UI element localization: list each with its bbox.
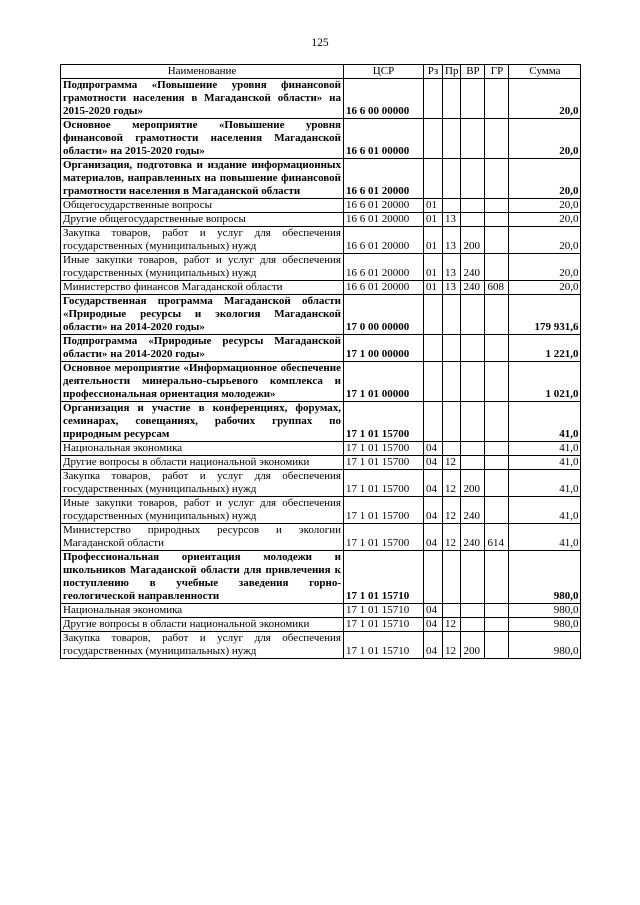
cell-name: Профессиональная ориентация молодежи и школьников Магаданской области для привлечения к поступлению в учебные заведения горно-геологической направленности — [61, 551, 344, 604]
table-row — [61, 159, 581, 199]
cell-csr: 16 6 00 00000 — [344, 79, 424, 119]
cell-rz — [424, 159, 443, 199]
cell-csr: 17 1 01 15700 — [344, 524, 424, 551]
cell-pr — [443, 295, 461, 335]
cell-gr — [485, 254, 509, 281]
cell-gr — [485, 295, 509, 335]
cell-vr — [461, 119, 485, 159]
cell-name: Организация, подготовка и издание информационных материалов, направленных на повышение финансовой грамотности населения в Магаданской области — [61, 159, 344, 199]
header-gr: ГР — [485, 65, 509, 79]
cell-vr — [461, 335, 485, 362]
cell-vr: 200 — [461, 227, 485, 254]
cell-pr: 12 — [443, 470, 461, 497]
cell-vr — [461, 199, 485, 213]
cell-name: Закупка товаров, работ и услуг для обеспечения государственных (муниципальных) нужд — [61, 470, 344, 497]
header-pr: Пр — [443, 65, 461, 79]
cell-csr: 17 0 00 00000 — [344, 295, 424, 335]
cell-sum: 20,0 — [509, 227, 581, 254]
cell-name: Другие общегосударственные вопросы — [61, 213, 344, 227]
cell-vr — [461, 295, 485, 335]
cell-name: Иные закупки товаров, работ и услуг для обеспечения государственных (муниципальных) нужд — [61, 497, 344, 524]
table-row — [61, 402, 581, 442]
cell-sum: 20,0 — [509, 199, 581, 213]
cell-pr — [443, 79, 461, 119]
cell-rz: 04 — [424, 497, 443, 524]
cell-rz: 04 — [424, 442, 443, 456]
cell-name: Министерство природных ресурсов и экологии Магаданской области — [61, 524, 344, 551]
cell-csr: 17 1 01 15710 — [344, 604, 424, 618]
cell-sum: 1 021,0 — [509, 362, 581, 402]
cell-rz: 04 — [424, 632, 443, 659]
cell-name: Другие вопросы в области национальной экономики — [61, 618, 344, 632]
table-row — [61, 254, 581, 281]
table-row — [61, 470, 581, 497]
cell-csr: 17 1 01 00000 — [344, 362, 424, 402]
cell-pr: 12 — [443, 524, 461, 551]
cell-pr: 12 — [443, 456, 461, 470]
table-row — [61, 119, 581, 159]
cell-sum: 980,0 — [509, 604, 581, 618]
cell-name: Другие вопросы в области национальной экономики — [61, 456, 344, 470]
header-sum: Сумма — [509, 65, 581, 79]
cell-csr: 16 6 01 20000 — [344, 213, 424, 227]
cell-vr — [461, 159, 485, 199]
cell-rz — [424, 402, 443, 442]
cell-name: Подпрограмма «Повышение уровня финансовой грамотности населения в Магаданской области» на 2015-2020 годы» — [61, 79, 344, 119]
cell-sum: 41,0 — [509, 524, 581, 551]
cell-pr: 13 — [443, 227, 461, 254]
cell-gr — [485, 213, 509, 227]
cell-name: Закупка товаров, работ и услуг для обеспечения государственных (муниципальных) нужд — [61, 632, 344, 659]
cell-csr: 17 1 01 15700 — [344, 442, 424, 456]
cell-vr — [461, 213, 485, 227]
cell-vr: 200 — [461, 632, 485, 659]
table-row — [61, 442, 581, 456]
cell-name: Национальная экономика — [61, 604, 344, 618]
cell-csr: 17 1 01 15710 — [344, 632, 424, 659]
cell-csr: 17 1 01 15710 — [344, 618, 424, 632]
cell-rz — [424, 79, 443, 119]
table-row — [61, 199, 581, 213]
cell-name: Закупка товаров, работ и услуг для обеспечения государственных (муниципальных) нужд — [61, 227, 344, 254]
cell-sum: 1 221,0 — [509, 335, 581, 362]
cell-gr — [485, 402, 509, 442]
cell-csr: 16 6 01 20000 — [344, 159, 424, 199]
cell-sum: 980,0 — [509, 632, 581, 659]
cell-gr — [485, 497, 509, 524]
cell-vr — [461, 551, 485, 604]
cell-rz: 01 — [424, 281, 443, 295]
cell-csr: 16 6 01 20000 — [344, 281, 424, 295]
cell-rz: 04 — [424, 456, 443, 470]
cell-gr — [485, 632, 509, 659]
table-row — [61, 213, 581, 227]
cell-vr — [461, 442, 485, 456]
cell-csr: 17 1 01 15700 — [344, 402, 424, 442]
cell-name: Иные закупки товаров, работ и услуг для обеспечения государственных (муниципальных) нужд — [61, 254, 344, 281]
cell-name: Основное мероприятие «Информационное обеспечение деятельности минерально-сырьевого комплекса и профессиональная ориентация молодежи» — [61, 362, 344, 402]
cell-sum: 20,0 — [509, 213, 581, 227]
cell-sum: 41,0 — [509, 470, 581, 497]
cell-sum: 20,0 — [509, 159, 581, 199]
cell-gr: 608 — [485, 281, 509, 295]
table-body — [61, 79, 581, 659]
cell-pr — [443, 199, 461, 213]
cell-pr — [443, 442, 461, 456]
cell-sum: 20,0 — [509, 254, 581, 281]
cell-gr — [485, 79, 509, 119]
table-row — [61, 632, 581, 659]
cell-vr — [461, 79, 485, 119]
header-name: Наименование — [61, 65, 344, 79]
table-row — [61, 524, 581, 551]
cell-rz: 04 — [424, 604, 443, 618]
cell-pr: 12 — [443, 618, 461, 632]
table-row — [61, 79, 581, 119]
cell-pr — [443, 159, 461, 199]
cell-vr — [461, 402, 485, 442]
cell-vr — [461, 362, 485, 402]
cell-name: Подпрограмма «Природные ресурсы Магаданской области» на 2014-2020 годы» — [61, 335, 344, 362]
cell-csr: 17 1 01 15710 — [344, 551, 424, 604]
cell-rz: 04 — [424, 524, 443, 551]
cell-pr — [443, 119, 461, 159]
cell-sum: 20,0 — [509, 281, 581, 295]
cell-pr: 13 — [443, 281, 461, 295]
cell-rz: 01 — [424, 227, 443, 254]
budget-table — [60, 64, 581, 659]
cell-vr — [461, 618, 485, 632]
cell-vr: 240 — [461, 281, 485, 295]
cell-rz: 04 — [424, 470, 443, 497]
cell-name: Государственная программа Магаданской области «Природные ресурсы и экология Магаданской области» на 2014-2020 годы» — [61, 295, 344, 335]
cell-sum: 980,0 — [509, 551, 581, 604]
table-row — [61, 227, 581, 254]
header-vr: ВР — [461, 65, 485, 79]
cell-gr — [485, 362, 509, 402]
cell-gr — [485, 199, 509, 213]
cell-rz: 04 — [424, 618, 443, 632]
cell-csr: 16 6 01 20000 — [344, 199, 424, 213]
cell-pr — [443, 362, 461, 402]
cell-gr — [485, 227, 509, 254]
cell-vr: 240 — [461, 524, 485, 551]
table-row — [61, 618, 581, 632]
cell-name: Общегосударственные вопросы — [61, 199, 344, 213]
cell-gr — [485, 618, 509, 632]
cell-pr: 12 — [443, 497, 461, 524]
cell-name: Министерство финансов Магаданской области — [61, 281, 344, 295]
page-number: 125 — [311, 37, 329, 49]
table-row — [61, 497, 581, 524]
table-row — [61, 335, 581, 362]
cell-rz: 01 — [424, 213, 443, 227]
cell-sum: 41,0 — [509, 402, 581, 442]
cell-csr: 16 6 01 20000 — [344, 254, 424, 281]
cell-gr — [485, 335, 509, 362]
cell-rz — [424, 551, 443, 604]
cell-sum: 20,0 — [509, 119, 581, 159]
table-row — [61, 551, 581, 604]
cell-pr: 12 — [443, 632, 461, 659]
cell-gr — [485, 456, 509, 470]
cell-gr — [485, 551, 509, 604]
cell-sum: 980,0 — [509, 618, 581, 632]
cell-gr — [485, 604, 509, 618]
cell-name: Организация и участие в конференциях, форумах, семинарах, совещаниях, рабочих группах по природным ресурсам — [61, 402, 344, 442]
cell-csr: 17 1 00 00000 — [344, 335, 424, 362]
cell-rz — [424, 362, 443, 402]
table-row — [61, 295, 581, 335]
cell-csr: 17 1 01 15700 — [344, 456, 424, 470]
table-header-row — [61, 65, 581, 79]
cell-gr — [485, 442, 509, 456]
cell-pr — [443, 551, 461, 604]
cell-vr: 200 — [461, 470, 485, 497]
cell-vr — [461, 456, 485, 470]
cell-csr: 17 1 01 15700 — [344, 497, 424, 524]
cell-vr — [461, 604, 485, 618]
cell-gr: 614 — [485, 524, 509, 551]
cell-sum: 179 931,6 — [509, 295, 581, 335]
header-csr: ЦСР — [344, 65, 424, 79]
cell-csr: 16 6 01 00000 — [344, 119, 424, 159]
cell-pr — [443, 402, 461, 442]
table-row — [61, 281, 581, 295]
header-rz: Рз — [424, 65, 443, 79]
cell-name: Основное мероприятие «Повышение уровня финансовой грамотности населения Магаданской области» на 2015-2020 годы» — [61, 119, 344, 159]
cell-rz — [424, 295, 443, 335]
cell-sum: 41,0 — [509, 497, 581, 524]
cell-sum: 41,0 — [509, 442, 581, 456]
cell-gr — [485, 119, 509, 159]
cell-pr: 13 — [443, 213, 461, 227]
cell-pr — [443, 604, 461, 618]
cell-gr — [485, 159, 509, 199]
cell-rz: 01 — [424, 254, 443, 281]
cell-gr — [485, 470, 509, 497]
cell-vr: 240 — [461, 497, 485, 524]
cell-vr: 240 — [461, 254, 485, 281]
cell-csr: 17 1 01 15700 — [344, 470, 424, 497]
cell-rz: 01 — [424, 199, 443, 213]
cell-name: Национальная экономика — [61, 442, 344, 456]
cell-rz — [424, 119, 443, 159]
table-row — [61, 362, 581, 402]
table-row — [61, 604, 581, 618]
cell-pr: 13 — [443, 254, 461, 281]
table-row — [61, 456, 581, 470]
cell-pr — [443, 335, 461, 362]
cell-sum: 41,0 — [509, 456, 581, 470]
cell-csr: 16 6 01 20000 — [344, 227, 424, 254]
cell-sum: 20,0 — [509, 79, 581, 119]
cell-rz — [424, 335, 443, 362]
